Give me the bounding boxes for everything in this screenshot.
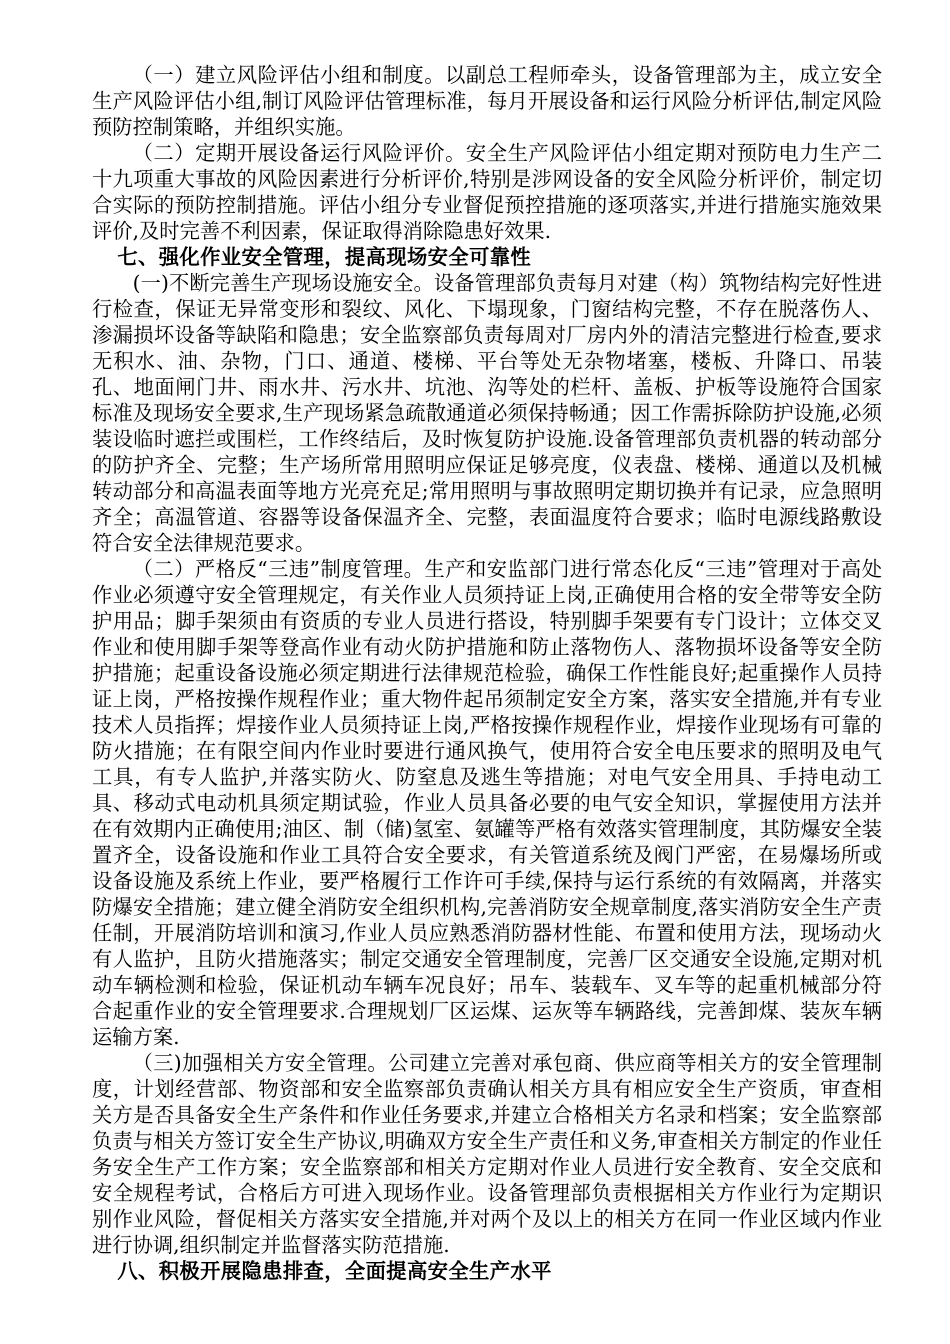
paragraph-related-party-safety: （三)加强相关方安全管理。公司建立完善对承包商、供应商等相关方的安全管理制度，计划经营部、物资部和安全监察部负责确认相关方具有相应安全生产资质，审查相关方是否具备安全生产条件和作业任务要求,并建立合格相关方名录和档案；安全监察部负责与相关方签订安全生产协议,明确双方安全生产责任和义务,审查相关方制定的作业任务安全生产工作方案；安全监察部和相关方定期对作业人员进行安全教育、安全交底和安全规程考试，合格后方可进入现场作业。设备管理部负责根据相关方作业行为定期识别作业风险，督促相关方落实安全措施,并对两个及以上的相关方在同一作业区域内作业进行协调,组织制定并监督落实防范措施. bbox=[92, 1051, 882, 1257]
paragraph-site-facility-safety: (一)不断完善生产现场设施安全。设备管理部负责每月对建（构）筑物结构完好性进行检查，保证无异常变形和裂纹、风化、下塌现象，门窗结构完整，不存在脱落伤人、渗漏损坏设备等缺陷和隐患；安全监察部负责每周对厂房内外的清洁完整进行检查,要求无积水、油、杂物，门口、通道、楼梯、平台等处无杂物堵塞，楼板、升降口、吊装孔、地面闸门井、雨水井、污水井、坑池、沟等处的栏杆、盖板、护板等设施符合国家标准及现场安全要求,生产现场紧急疏散通道必须保持畅通；因工作需拆除防护设施,必须装设临时遮拦或围栏，工作终结后，及时恢复防护设施.设备管理部负责机器的转动部分的防护齐全、完整；生产场所常用照明应保证足够亮度，仪表盘、楼梯、通道以及机械转动部分和高温表面等地方光亮充足;常用照明与事故照明定期切换并有记录，应急照明齐全；高温管道、容器等设备保温齐全、完整，表面温度符合要求；临时电源线路敷设符合安全法律规范要求。 bbox=[92, 271, 882, 555]
paragraph-risk-assessment-team: （一）建立风险评估小组和制度。以副总工程师牵头，设备管理部为主，成立安全生产风险评估小组,制订风险评估管理标准，每月开展设备和运行风险分析评估,制定风险预防控制策略，并组织实施。 bbox=[92, 63, 882, 139]
section-heading-7: 七、强化作业安全管理，提高现场安全可靠性 bbox=[117, 245, 532, 269]
section-heading-8: 八、积极开展隐患排查，全面提高安全生产水平 bbox=[117, 1259, 552, 1283]
document-page bbox=[92, 62, 882, 1284]
paragraph-anti-three-violations: （二）严格反“三违”制度管理。生产和安监部门进行常态化反“三违”管理对于高处作业必须遵守安全管理规定，有关作业人员须持证上岗,正确使用合格的安全带等安全防护用品；脚手架须由有资质的专业人员进行搭设，特别脚手架要有专门设计；立体交叉作业和使用脚手架等登高作业有动火防护措施和防止落物伤人、落物损坏设备等安全防护措施；起重设备设施必须定期进行法律规范检验，确保工作性能良好;起重操作人员持证上岗，严格按操作规程作业；重大物件起吊须制定安全方案，落实安全措施,并有专业技术人员指挥；焊接作业人员须持证上岗,严格按操作规程作业，焊接作业现场有可靠的防火措施；在有限空间内作业时要进行通风换气，使用符合安全电压要求的照明及电气工具，有专人监护,并落实防火、防窒息及逃生等措施；对电气安全用具、手持电动工具、移动式电动机具须定期试验，作业人员具备必要的电气安全知识，掌握使用方法并在有效期内正确使用;油区、制（储)氢室、氨罐等严格有效落实管理制度，其防爆安全装置齐全，设备设施和作业工具符合安全要求，有关管道系统及阀门严密，在易爆场所或设备设施及系统上作业，要严格履行工作许可手续,保持与运行系统的有效隔离，并落实防爆安全措施；建立健全消防安全组织机构,完善消防安全规章制度,落实消防安全生产责任制，开展消防培训和演习,作业人员应熟悉消防器材性能、布置和使用方法，现场动火有人监护，且防火措施落实；制定交通安全管理制度，完善厂区交通安全设施,定期对机动车辆检测和检验，保证机动车辆车况良好；吊车、装载车、叉车等的起重机械部分符合起重作业的安全管理要求.合理规划厂区运煤、运灰等车辆路线，完善卸煤、装灰车辆运输方案. bbox=[92, 557, 882, 1049]
paragraph-equipment-risk-evaluation: （二）定期开展设备运行风险评价。安全生产风险评估小组定期对预防电力生产二十九项重大事故的风险因素进行分析评价,特别是涉网设备的安全风险分析评价，制定切合实际的预防控制措施。评估小组分专业督促预控措施的逐项落实,并进行措施实施效果评价,及时完善不利因素，保证取得消除隐患好效果. bbox=[92, 141, 882, 243]
